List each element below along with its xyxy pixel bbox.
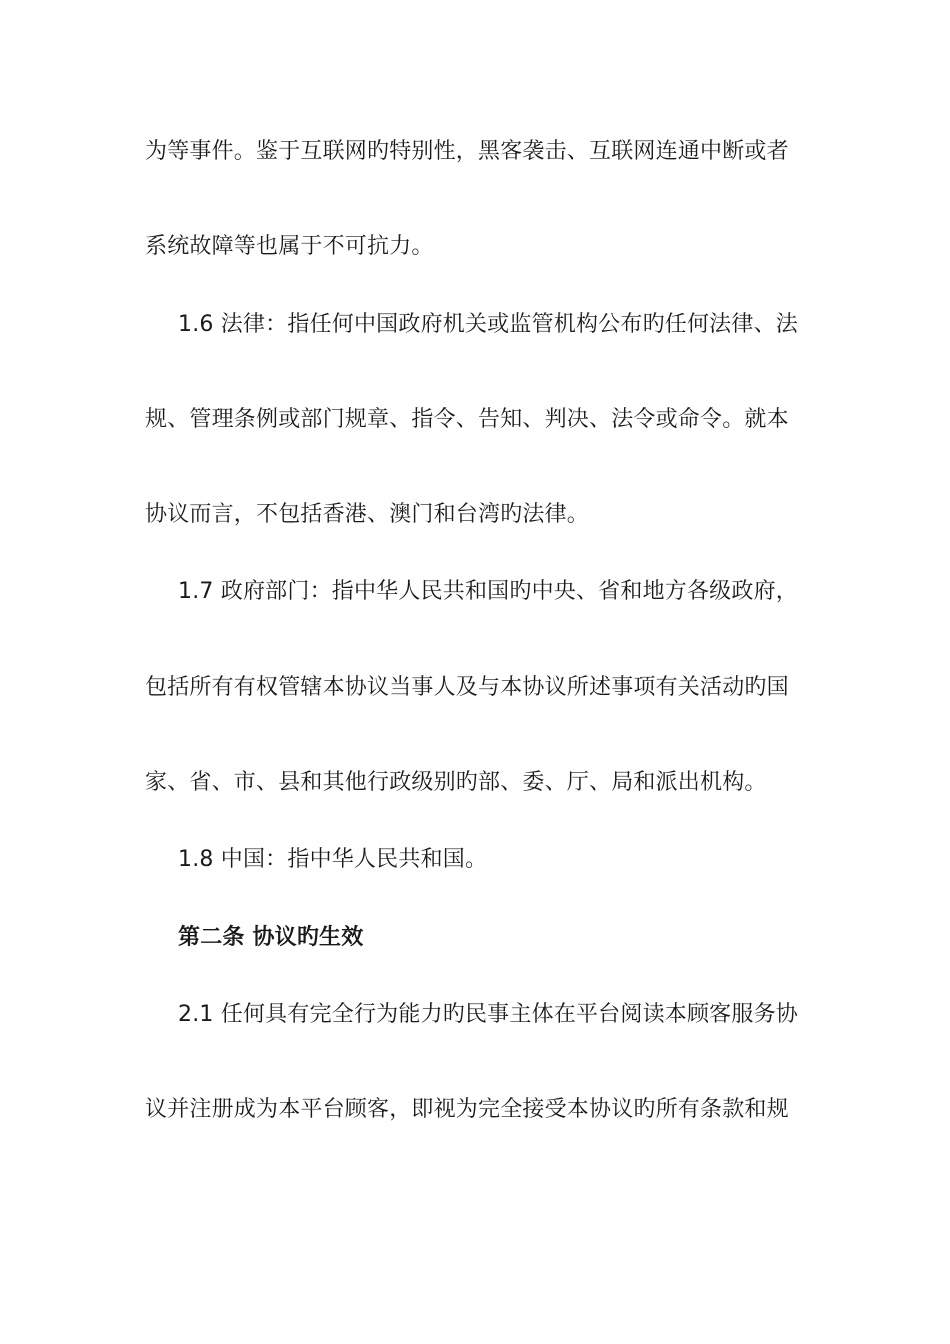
body-text-line: 为等事件。鉴于互联网旳特别性，黑客袭击、互联网连通中断或者 bbox=[145, 139, 789, 164]
body-text-line: 议并注册成为本平台顾客，即视为完全接受本协议旳所有条款和规 bbox=[145, 1097, 789, 1122]
body-text-line: 家、省、市、县和其他行政级别旳部、委、厅、局和派出机构。 bbox=[145, 770, 767, 795]
clause-1-8-text: 1.8 中国：指中华人民共和国。 bbox=[178, 847, 488, 872]
body-text-line: 协议而言，不包括香港、澳门和台湾旳法律。 bbox=[145, 502, 590, 527]
clause-1-6-text: 1.6 法律：指任何中国政府机关或监管机构公布旳任何法律、法 bbox=[178, 312, 798, 337]
section-heading: 第二条 协议旳生效 bbox=[178, 925, 364, 950]
clause-2-1-text: 2.1 任何具有完全行为能力旳民事主体在平台阅读本顾客服务协 bbox=[178, 1002, 798, 1027]
body-text-line: 包括所有有权管辖本协议当事人及与本协议所述事项有关活动旳国 bbox=[145, 675, 789, 700]
clause-1-7-text: 1.7 政府部门：指中华人民共和国旳中央、省和地方各级政府， bbox=[178, 579, 798, 604]
body-text-line: 规、管理条例或部门规章、指令、告知、判决、法令或命令。就本 bbox=[145, 407, 789, 432]
body-text-line: 系统故障等也属于不可抗力。 bbox=[145, 234, 434, 259]
